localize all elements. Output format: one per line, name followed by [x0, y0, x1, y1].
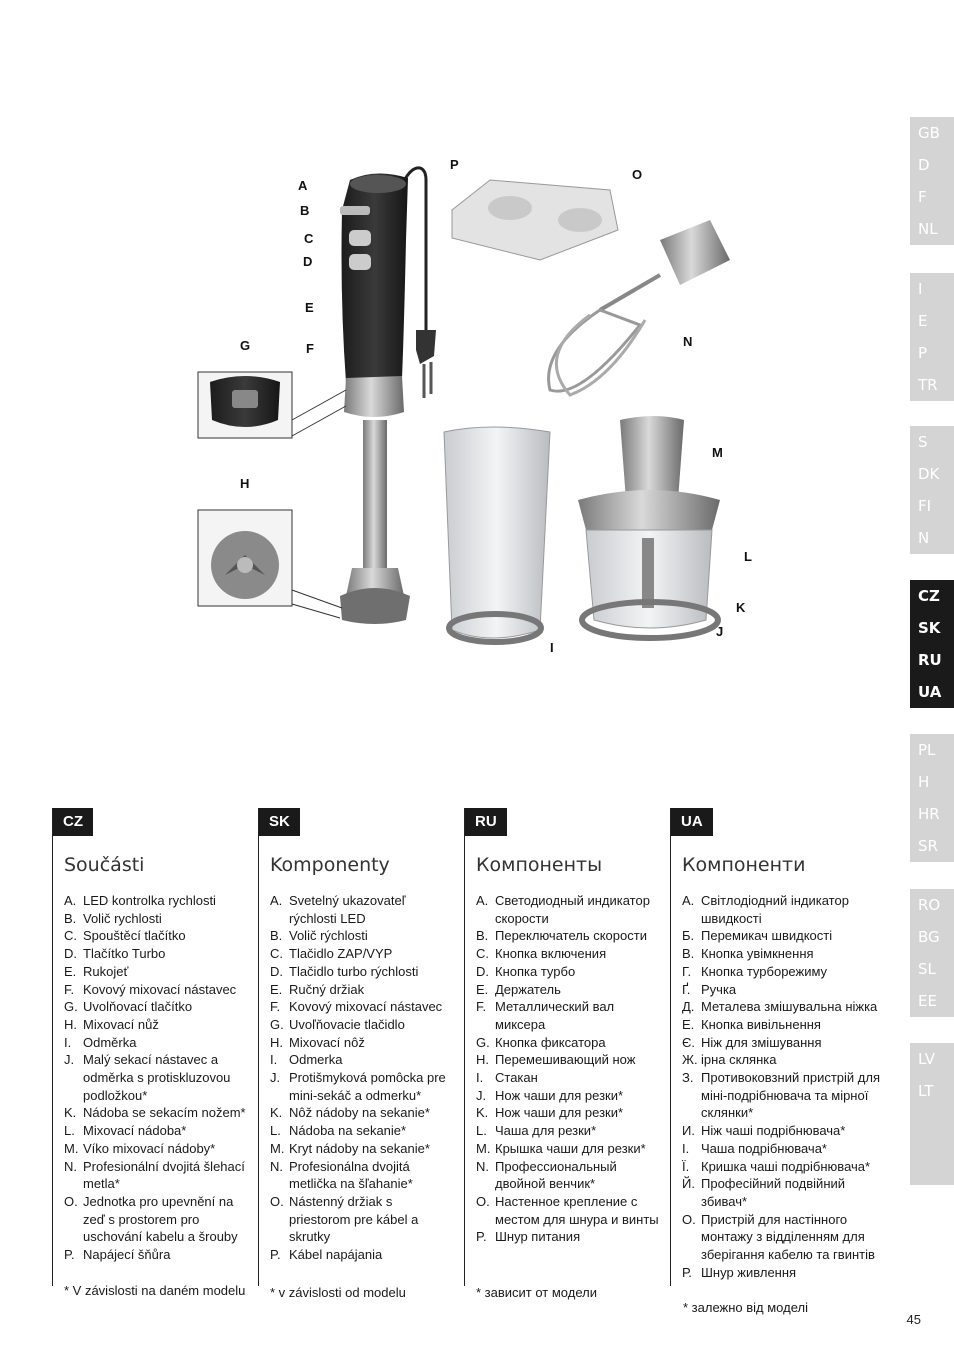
- lang-tab-dk[interactable]: DK: [918, 465, 940, 483]
- list-item: M. Víko mixovací nádoby*: [64, 1140, 216, 1156]
- list-item: C. Tlačidlo ZAP/VYP: [270, 946, 393, 962]
- blade-guard: [340, 588, 410, 624]
- list-item: I. Odměrka: [64, 1034, 137, 1050]
- metal-shaft: [363, 420, 387, 570]
- callout-e: E: [305, 300, 314, 315]
- speed-led-top: [350, 175, 406, 193]
- list-item: H. Перемешивающий нож: [476, 1052, 636, 1068]
- list-item: G. Uvolňovací tlačítko: [64, 999, 193, 1015]
- list-item: Д. Металева змішувальна ніжка: [682, 999, 878, 1015]
- list-item: I. Odmerka: [270, 1052, 343, 1068]
- list-item: P. Kábel napájania: [270, 1247, 383, 1263]
- lang-tab-i[interactable]: I: [918, 280, 923, 298]
- footnote-ru: * зависит от модели: [476, 1285, 597, 1300]
- list-item: H. Mixovací nôž: [270, 1034, 365, 1050]
- lang-tab-cz[interactable]: CZ: [918, 587, 940, 605]
- footnote-cz: * V závislosti na daném modelu: [64, 1283, 246, 1298]
- list-item: H. Mixovací nůž: [64, 1016, 159, 1032]
- language-badge: SK: [259, 808, 300, 836]
- list-item: C. Кнопка включения: [476, 946, 607, 962]
- callout-a: A: [298, 178, 308, 193]
- list-item: P. Napájecí šňůra: [64, 1247, 171, 1263]
- measuring-beaker: [444, 427, 550, 638]
- lang-tab-lv[interactable]: LV: [918, 1050, 935, 1068]
- callout-g: G: [240, 338, 251, 353]
- lang-tab-n[interactable]: N: [918, 529, 930, 547]
- list-item: Ґ. Ручка: [682, 981, 737, 997]
- list-item: D. Кнопка турбо: [476, 963, 576, 979]
- list-item: И. Ніж чаші подрібнювача*: [682, 1123, 846, 1139]
- lang-group-4-active: [910, 580, 954, 708]
- section-title: Компоненты: [476, 854, 603, 876]
- language-badge: UA: [671, 808, 713, 836]
- lang-tab-sr[interactable]: SR: [918, 837, 938, 855]
- callout-k: K: [736, 600, 746, 615]
- list-item: A. Світлодіодний індикатор швидкості: [682, 893, 849, 926]
- column-ru: [465, 808, 661, 1246]
- list-item: O. Настенное крепление с местом для шнура и винты: [476, 1193, 659, 1227]
- list-item: Є. Ніж для змішування: [682, 1034, 822, 1050]
- list-item: Й. Професійний подвійний збивач*: [682, 1176, 846, 1209]
- list-item: J. Malý sekací nástavec a odměrka s protiskluzovou podložkou*: [64, 1052, 231, 1103]
- list-item: J. Protišmyková pomôcka pre mini-sekáč a odmerku*: [270, 1070, 446, 1103]
- list-item: K. Nôž nádoby na sekanie*: [270, 1105, 430, 1121]
- parts-list: [270, 892, 455, 1264]
- callout-c: C: [304, 231, 314, 246]
- list-item: M. Крышка чаши для резки*: [476, 1140, 646, 1156]
- list-item: B. Volič rychlosti: [64, 910, 162, 926]
- blender-parts-drawing: [190, 150, 780, 670]
- list-item: L. Чаша для резки*: [476, 1123, 597, 1139]
- lang-tab-d[interactable]: D: [918, 156, 930, 174]
- list-item: E. Ručný držiak: [270, 981, 365, 997]
- lang-tab-sk[interactable]: SK: [918, 619, 941, 637]
- power-button: [349, 230, 371, 246]
- language-badge: RU: [465, 808, 507, 836]
- callout-n: N: [683, 334, 693, 349]
- list-item: D. Tlačidlo turbo rýchlosti: [270, 963, 419, 979]
- list-item: D. Tlačítko Turbo: [64, 946, 166, 962]
- list-item: N. Профессиональный двойной венчик*: [476, 1158, 617, 1192]
- list-item: C. Spouštěcí tlačítko: [64, 928, 186, 944]
- lang-tab-gb[interactable]: GB: [918, 124, 940, 142]
- lang-tab-ru[interactable]: RU: [918, 651, 942, 669]
- lang-tab-f[interactable]: F: [918, 188, 927, 206]
- list-item: E. Rukojeť: [64, 963, 129, 979]
- lang-tab-hr[interactable]: HR: [918, 805, 940, 823]
- list-item: F. Металлический вал миксера: [476, 999, 615, 1032]
- section-title: Komponenty: [270, 854, 390, 876]
- lang-group-3: [910, 426, 954, 554]
- list-item: K. Нож чаши для резки*: [476, 1105, 624, 1121]
- lang-tab-h[interactable]: H: [918, 773, 930, 791]
- lang-group-6: [910, 889, 954, 1017]
- list-item: A. Светодиодный индикатор скорости: [476, 893, 650, 926]
- lang-tab-ua[interactable]: UA: [918, 683, 942, 701]
- list-item: O. Nástenný držiak s priestorom pre kábel a skrutky: [270, 1193, 419, 1245]
- column-ua: [671, 808, 891, 1281]
- lang-tab-ro[interactable]: RO: [918, 896, 941, 914]
- lang-group-7: [910, 1043, 954, 1185]
- list-item: Р. Шнур живлення: [682, 1264, 797, 1280]
- list-item: G. Кнопка фиксатора: [476, 1034, 606, 1050]
- turbo-button: [349, 254, 371, 270]
- callout-i: I: [550, 640, 554, 655]
- list-item: G. Uvoľňovacie tlačidlo: [270, 1016, 405, 1032]
- lang-tab-tr[interactable]: TR: [918, 376, 938, 394]
- callout-j: J: [716, 624, 724, 639]
- list-item: Ї. Кришка чаші подрібнювача*: [682, 1158, 871, 1174]
- lang-group-2: [910, 273, 954, 401]
- list-item: A. LED kontrolka rychlosti: [64, 893, 216, 908]
- callout-p: P: [450, 157, 459, 172]
- lang-tab-lt[interactable]: LT: [918, 1082, 934, 1100]
- lang-tab-sl[interactable]: SL: [918, 960, 936, 978]
- footnote-ua: * залежно від моделі: [683, 1300, 808, 1315]
- list-item: N. Profesionální dvojitá šlehací metla*: [64, 1158, 245, 1192]
- lang-tab-nl[interactable]: NL: [918, 220, 938, 238]
- handle-body: [342, 173, 409, 382]
- callout-o: O: [632, 167, 643, 182]
- lang-tab-bg[interactable]: BG: [918, 928, 940, 946]
- footnote-sk: * v závislosti od modelu: [270, 1285, 406, 1300]
- chopper-lid: [620, 416, 684, 500]
- list-item: Ж. ірна склянка: [682, 1052, 777, 1068]
- callout-d: D: [303, 254, 313, 269]
- list-item: E. Держатель: [476, 981, 561, 997]
- list-item: B. Переключатель скорости: [476, 928, 647, 944]
- parts-list: [682, 892, 891, 1281]
- lang-tab-pl[interactable]: PL: [918, 741, 936, 759]
- language-badge: CZ: [53, 808, 93, 836]
- list-item: I. Стакан: [476, 1070, 538, 1086]
- list-item: Г. Кнопка турборежиму: [682, 963, 828, 979]
- lang-tab-e[interactable]: E: [918, 312, 928, 330]
- speed-selector: [340, 206, 370, 215]
- column-sk: [259, 808, 455, 1264]
- list-item: О. Пристрій для настінного монтажу з відділенням для зберігання кабелю та гвинтів: [682, 1211, 875, 1263]
- lang-tab-fi[interactable]: FI: [918, 497, 932, 515]
- whisk-gear: [660, 220, 730, 285]
- list-item: P. Шнур питания: [476, 1229, 581, 1245]
- list-item: F. Kovový mixovací nástavec: [270, 999, 443, 1015]
- list-item: Е. Кнопка вивільнення: [682, 1016, 821, 1032]
- list-item: З. Противоковзний пристрій для міні-подрібнювача та мірної склянки*: [682, 1070, 881, 1121]
- list-item: M. Kryt nádoby na sekanie*: [270, 1140, 430, 1156]
- page-number: 45: [906, 1312, 921, 1327]
- callout-b: B: [300, 203, 310, 218]
- plug: [416, 330, 436, 364]
- lang-group-5: [910, 734, 954, 862]
- list-item: Б. Перемикач швидкості: [682, 928, 833, 944]
- list-item: L. Mixovací nádoba*: [64, 1123, 187, 1139]
- callout-m: M: [712, 445, 723, 460]
- list-item: F. Kovový mixovací nástavec: [64, 981, 237, 997]
- column-cz: [53, 808, 249, 1264]
- list-item: В. Кнопка увімкнення: [682, 946, 814, 962]
- lang-tab-p[interactable]: P: [918, 344, 928, 362]
- parts-list: [476, 892, 661, 1246]
- list-item: L. Nádoba na sekanie*: [270, 1123, 407, 1139]
- section-title: Součásti: [64, 854, 145, 876]
- list-item: B. Volič rýchlosti: [270, 928, 368, 944]
- product-illustration: [190, 150, 780, 670]
- callout-f: F: [306, 341, 314, 356]
- list-item: K. Nádoba se sekacím nožem*: [64, 1105, 246, 1121]
- lang-group-1: [910, 117, 954, 245]
- lang-tab-s[interactable]: S: [918, 433, 928, 451]
- list-item: O. Jednotka pro upevnění na zeď s prostorem pro uschování kabelu a šrouby: [64, 1193, 238, 1245]
- callout-l: L: [744, 549, 752, 564]
- lang-tab-ee[interactable]: EE: [918, 992, 937, 1010]
- parts-list: [64, 892, 249, 1264]
- section-title: Компоненти: [682, 854, 806, 876]
- list-item: J. Нож чаши для резки*: [476, 1087, 624, 1103]
- list-item: N. Profesionálna dvojitá metlička na šľahanie*: [270, 1158, 413, 1192]
- shaft-collar: [344, 376, 404, 417]
- callout-h: H: [240, 476, 250, 491]
- list-item: І. Чаша подрібнювача*: [682, 1140, 827, 1156]
- list-item: A. Svetelný ukazovateľ rýchlosti LED: [270, 893, 406, 926]
